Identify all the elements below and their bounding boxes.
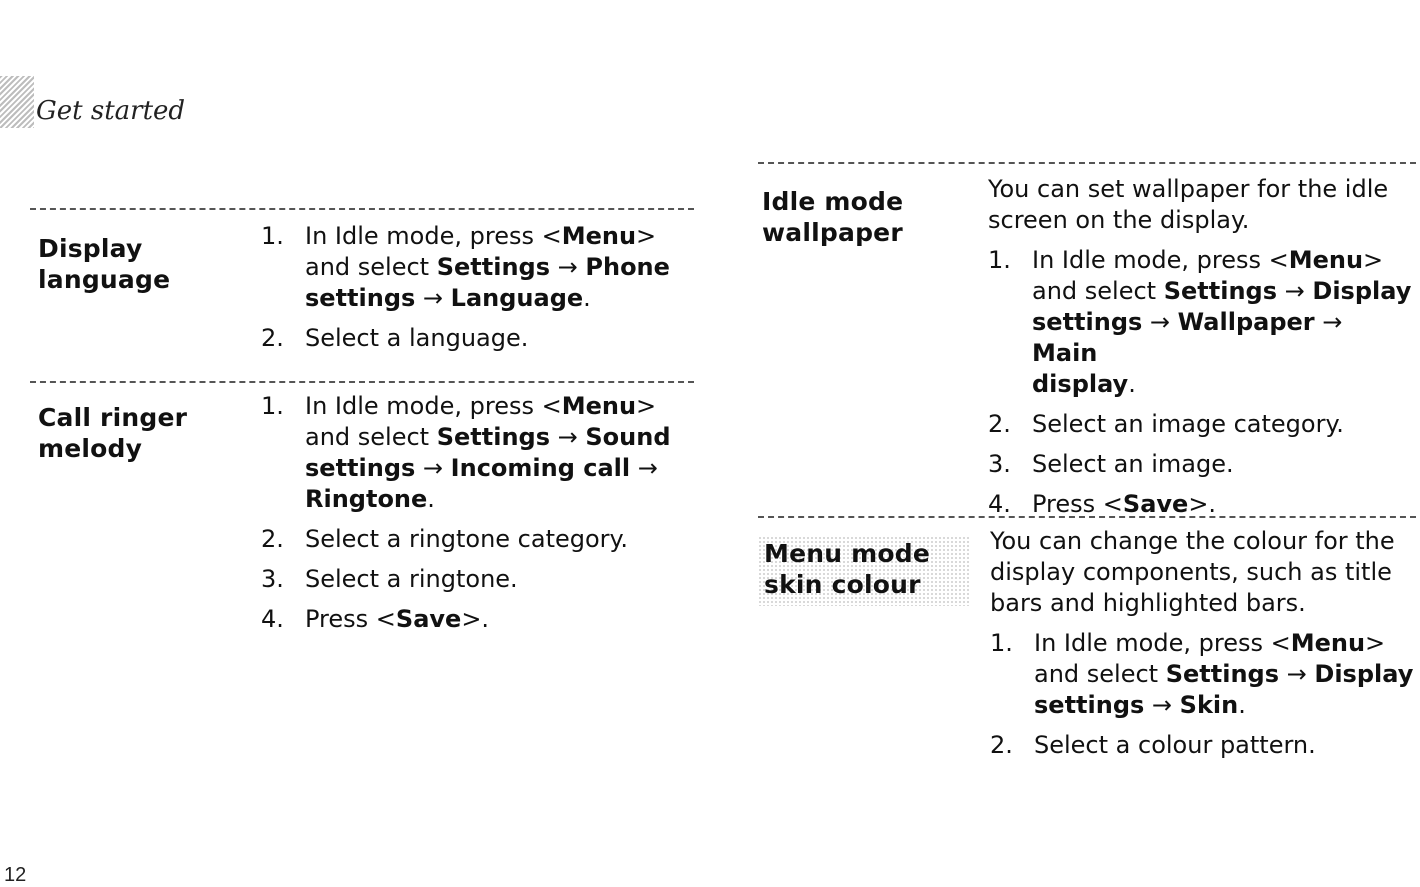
list-item: 2. Select a language. bbox=[261, 324, 529, 352]
list-item: 3. Select a ringtone. bbox=[261, 565, 518, 593]
list-item: 2. Select an image category. bbox=[988, 410, 1344, 438]
page-number: 12 bbox=[4, 864, 27, 886]
list-item: 1. In Idle mode, press <Menu> and select Settings → Sound settings → Incoming call → Ringtone. bbox=[261, 392, 671, 513]
intro-text: You can change the colour for the display components, such as title bars and highlighted bars. bbox=[990, 527, 1395, 617]
list-item: 1. In Idle mode, press <Menu> and select Settings → Display settings → Skin. bbox=[990, 629, 1414, 719]
steps-call-ringer-melody bbox=[261, 391, 681, 644]
list-item: 1. In Idle mode, press <Menu> and select Settings → Display settings → Wallpaper → Main display. bbox=[988, 246, 1412, 398]
header-mark bbox=[0, 76, 34, 128]
term-menu-mode-skin-colour: Menu mode skin colour bbox=[758, 536, 970, 606]
divider bbox=[30, 208, 694, 210]
list-item: 4. Press <Save>. bbox=[988, 490, 1217, 518]
steps-display-language bbox=[261, 221, 681, 363]
content-idle-mode-wallpaper bbox=[988, 174, 1414, 529]
list-item: 2. Select a colour pattern. bbox=[990, 731, 1316, 759]
term-display-language: Display language bbox=[38, 234, 171, 294]
term-call-ringer-melody: Call ringer melody bbox=[38, 403, 188, 463]
list-item: 4. Press <Save>. bbox=[261, 605, 490, 633]
divider bbox=[30, 381, 694, 383]
section-title: Get started bbox=[36, 96, 186, 126]
list-item: 2. Select a ringtone category. bbox=[261, 525, 628, 553]
divider bbox=[758, 162, 1416, 164]
list-item: 3. Select an image. bbox=[988, 450, 1234, 478]
term-idle-mode-wallpaper: Idle mode wallpaper bbox=[762, 187, 904, 247]
divider bbox=[758, 516, 1416, 518]
intro-text: You can set wallpaper for the idle screen on the display. bbox=[988, 175, 1389, 234]
content-menu-mode-skin-colour bbox=[990, 526, 1414, 770]
list-item: 1. In Idle mode, press <Menu> and select Settings → Phone settings → Language. bbox=[261, 222, 670, 312]
